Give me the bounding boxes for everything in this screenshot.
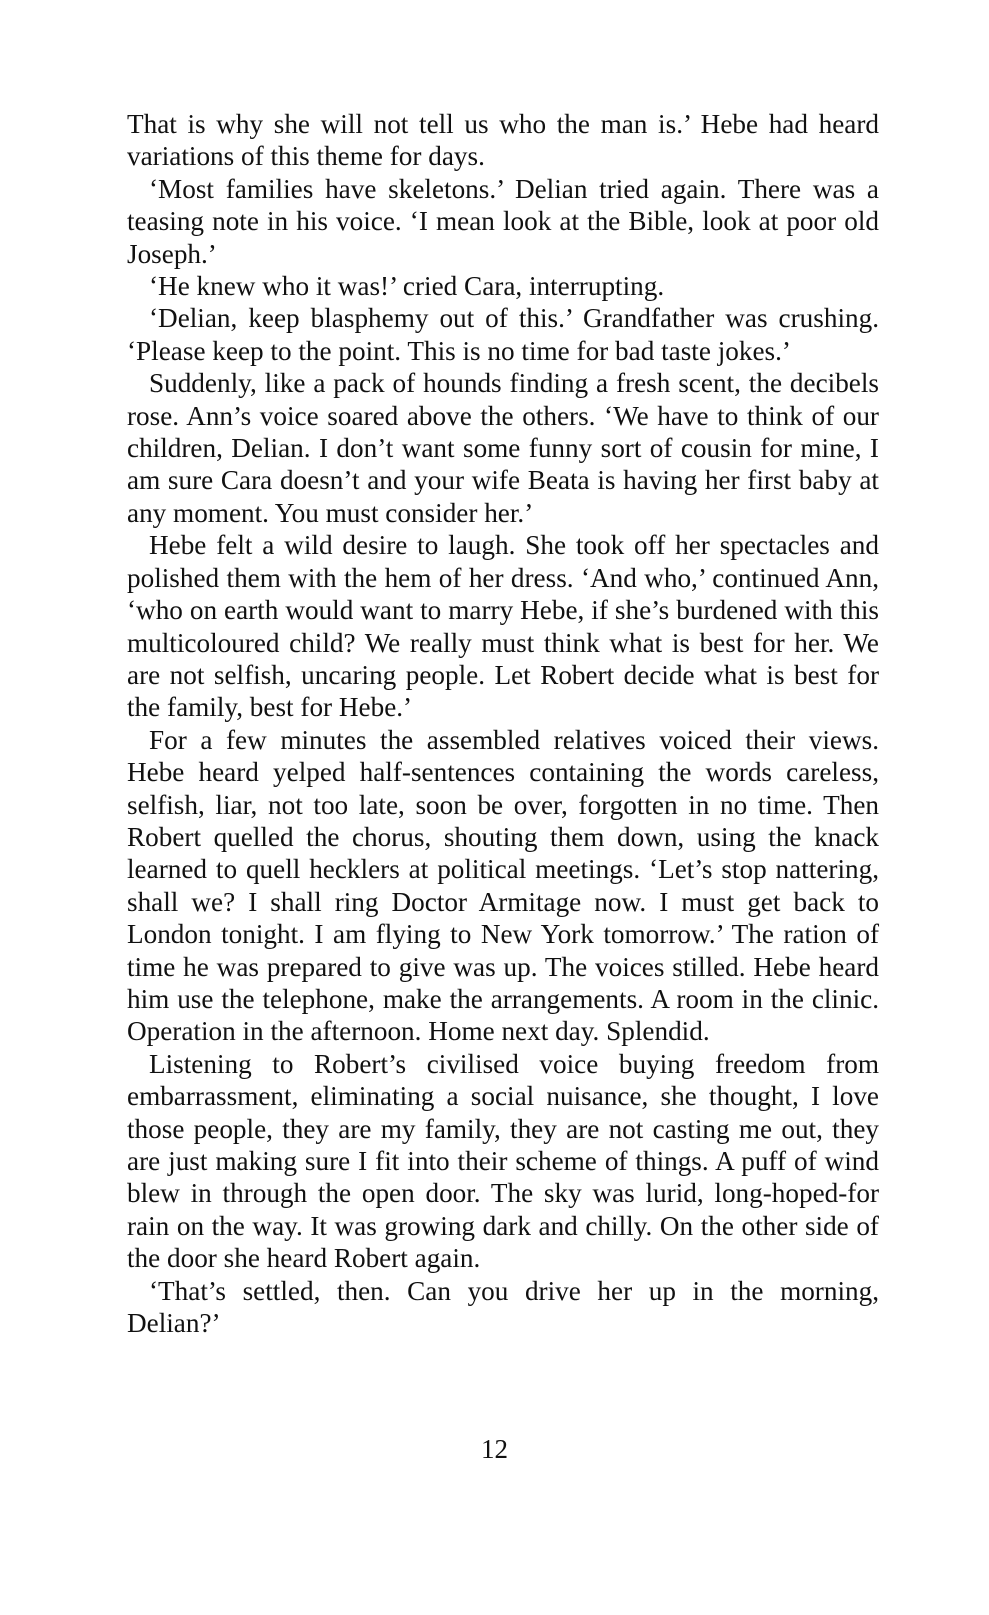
body-text	[127, 108, 879, 1339]
paragraph: Hebe felt a wild desire to laugh. She took off her spectacles and polished them with the hem of her dress. ‘And who,’ continued Ann, ‘who on earth would want to marry Hebe, if she’s burdened with this multicoloured child? We really must think what is best for her. We are not selfish, uncaring people. Let Robert decide what is best for the family, best for Hebe.’	[127, 530, 879, 723]
paragraph: ‘He knew who it was!’ cried Cara, interrupting.	[149, 271, 665, 302]
paragraph: Listening to Robert’s civilised voice buying freedom from embarrassment, eliminating a social nuisance, she thought, I love those people, they are my family, they are not casting me out, they are just making sure I fit into their scheme of things. A puff of wind blew in through the open door. The sky was lurid, long-hoped-for rain on the way. It was growing dark and chilly. On the other side of the door she heard Robert again.	[127, 1048, 879, 1274]
paragraph: ‘Most families have skeletons.’ Delian tried again. There was a teasing note in his voice. ‘I mean look at the Bible, look at poor old Joseph.’	[127, 173, 879, 269]
paragraph: ‘Delian, keep blasphemy out of this.’ Grandfather was crushing. ‘Please keep to the point. This is no time for bad taste jokes.’	[127, 303, 879, 366]
page-number: 12	[481, 1434, 508, 1464]
paragraph: That is why she will not tell us who the man is.’ Hebe had heard variations of this theme for days.	[127, 109, 879, 172]
paragraph: For a few minutes the assembled relatives voiced their views. Hebe heard yelped half-sentences containing the words careless, selfish, liar, not too late, soon be over, forgotten in no time. Then Robert quelled the chorus, shouting them down, using the knack learned to quell hecklers at political meetings. ‘Let’s stop nattering, shall we? I shall ring Doctor Armitage now. I must get back to London tonight. I am flying to New York tomorrow.’ The ration of time he was prepared to give was up. The voices stilled. Hebe heard him use the telephone, make the arrangements. A room in the clinic. Operation in the afternoon. Home next day. Splendid.	[127, 724, 879, 1047]
paragraph: ‘That’s settled, then. Can you drive her up in the morning, Delian?’	[127, 1275, 879, 1339]
paragraph: Suddenly, like a pack of hounds finding a fresh scent, the decibels rose. Ann’s voice soared above the others. ‘We have to think of our children, Delian. I don’t want some funny sort of cousin for mine, I am sure Cara doesn’t and your wife Beata is having her first baby at any moment. You must consider her.’	[127, 368, 879, 528]
